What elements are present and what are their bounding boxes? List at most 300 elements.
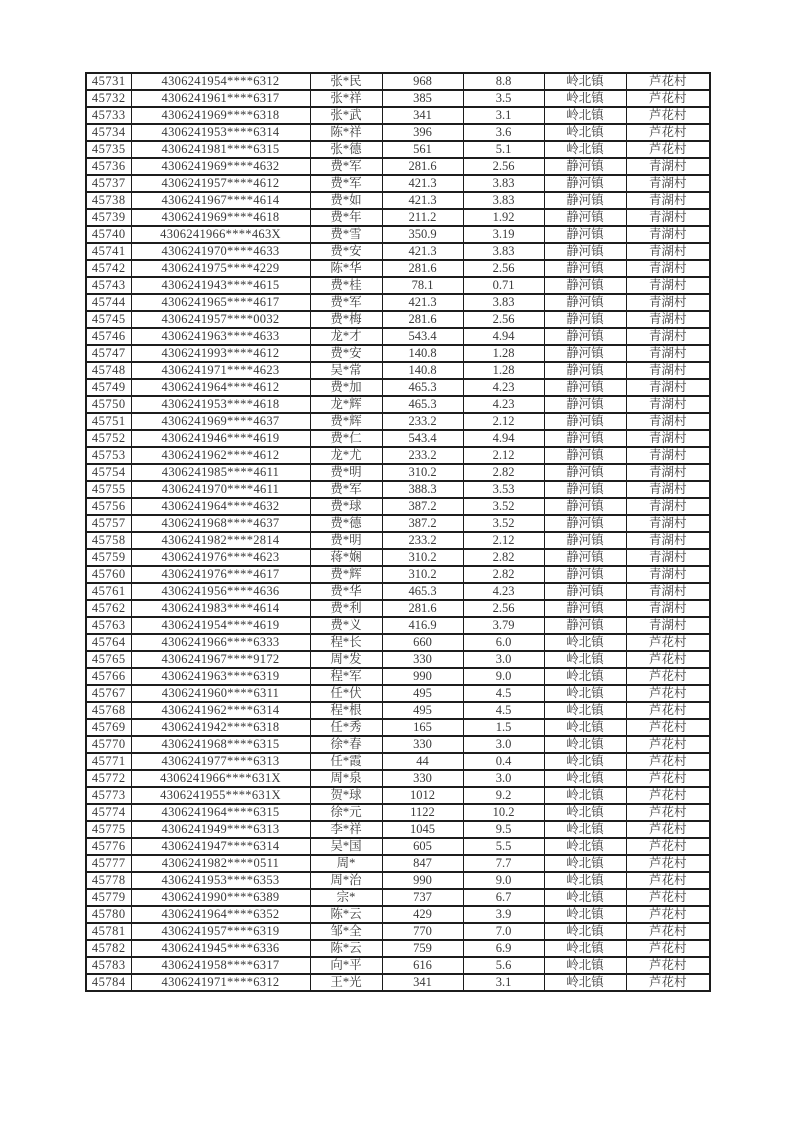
table-row [86,685,710,702]
cell-amount: 330 [382,770,463,787]
table-row [86,311,710,328]
cell-rate: 1.28 [463,345,544,362]
cell-amount: 1012 [382,787,463,804]
cell-town: 岭北镇 [544,855,626,872]
cell-seq: 45776 [86,838,131,855]
cell-amount: 421.3 [382,294,463,311]
cell-village: 青湖村 [626,175,710,192]
cell-town: 静河镇 [544,158,626,175]
cell-rate: 9.0 [463,668,544,685]
cell-id: 4306241957****4612 [131,175,310,192]
cell-amount: 310.2 [382,549,463,566]
cell-name: 费*安 [310,345,382,362]
cell-amount: 1122 [382,804,463,821]
table-row [86,600,710,617]
cell-village: 芦花村 [626,685,710,702]
cell-seq: 45732 [86,90,131,107]
cell-id: 4306241975****4229 [131,260,310,277]
cell-rate: 10.2 [463,804,544,821]
cell-name: 周*治 [310,872,382,889]
cell-name: 贺*球 [310,787,382,804]
cell-id: 4306241976****4623 [131,549,310,566]
cell-amount: 416.9 [382,617,463,634]
cell-rate: 2.82 [463,566,544,583]
cell-amount: 770 [382,923,463,940]
cell-id: 4306241957****0032 [131,311,310,328]
cell-town: 静河镇 [544,464,626,481]
cell-village: 青湖村 [626,294,710,311]
cell-village: 芦花村 [626,124,710,141]
cell-village: 芦花村 [626,90,710,107]
cell-name: 邹*全 [310,923,382,940]
cell-town: 岭北镇 [544,923,626,940]
table-row [86,260,710,277]
cell-seq: 45758 [86,532,131,549]
cell-seq: 45737 [86,175,131,192]
cell-id: 4306241977****6313 [131,753,310,770]
cell-rate: 2.56 [463,158,544,175]
cell-seq: 45765 [86,651,131,668]
cell-id: 4306241969****4618 [131,209,310,226]
cell-amount: 421.3 [382,175,463,192]
cell-seq: 45773 [86,787,131,804]
cell-name: 张*武 [310,107,382,124]
cell-name: 费*明 [310,464,382,481]
table-row [86,175,710,192]
table-row [86,396,710,413]
cell-town: 岭北镇 [544,821,626,838]
table-row [86,736,710,753]
cell-name: 龙*才 [310,328,382,345]
cell-rate: 3.5 [463,90,544,107]
cell-village: 青湖村 [626,243,710,260]
cell-town: 岭北镇 [544,107,626,124]
cell-rate: 3.83 [463,243,544,260]
cell-amount: 421.3 [382,243,463,260]
cell-village: 青湖村 [626,464,710,481]
cell-town: 静河镇 [544,277,626,294]
cell-village: 青湖村 [626,566,710,583]
cell-name: 张*祥 [310,90,382,107]
cell-village: 芦花村 [626,855,710,872]
cell-village: 芦花村 [626,940,710,957]
table-row [86,379,710,396]
cell-amount: 421.3 [382,192,463,209]
cell-name: 陈*云 [310,906,382,923]
cell-rate: 4.23 [463,583,544,600]
cell-id: 4306241956****4636 [131,583,310,600]
cell-town: 静河镇 [544,549,626,566]
cell-amount: 847 [382,855,463,872]
cell-town: 岭北镇 [544,906,626,923]
cell-rate: 9.0 [463,872,544,889]
cell-rate: 4.23 [463,379,544,396]
cell-town: 静河镇 [544,192,626,209]
cell-town: 岭北镇 [544,90,626,107]
cell-seq: 45746 [86,328,131,345]
cell-id: 4306241970****4611 [131,481,310,498]
cell-town: 岭北镇 [544,651,626,668]
cell-amount: 330 [382,651,463,668]
cell-name: 费*军 [310,175,382,192]
cell-id: 4306241962****4612 [131,447,310,464]
table-row [86,872,710,889]
cell-amount: 495 [382,702,463,719]
cell-town: 岭北镇 [544,124,626,141]
table-row [86,753,710,770]
cell-amount: 281.6 [382,311,463,328]
cell-seq: 45767 [86,685,131,702]
cell-name: 费*利 [310,600,382,617]
cell-town: 静河镇 [544,515,626,532]
cell-seq: 45740 [86,226,131,243]
cell-id: 4306241966****463X [131,226,310,243]
cell-seq: 45781 [86,923,131,940]
subsidy-roster-table [85,72,711,992]
cell-name: 陈*祥 [310,124,382,141]
cell-rate: 2.12 [463,413,544,430]
cell-amount: 388.3 [382,481,463,498]
cell-seq: 45756 [86,498,131,515]
cell-town: 岭北镇 [544,668,626,685]
cell-name: 程*长 [310,634,382,651]
cell-amount: 281.6 [382,158,463,175]
cell-town: 岭北镇 [544,702,626,719]
cell-id: 4306241981****6315 [131,141,310,158]
table-row [86,141,710,158]
cell-name: 费*军 [310,158,382,175]
cell-seq: 45745 [86,311,131,328]
cell-rate: 2.56 [463,260,544,277]
cell-id: 4306241945****6336 [131,940,310,957]
cell-town: 静河镇 [544,532,626,549]
cell-amount: 465.3 [382,583,463,600]
table-row [86,804,710,821]
records-tbody [86,73,710,991]
cell-id: 4306241962****6314 [131,702,310,719]
cell-rate: 0.71 [463,277,544,294]
cell-id: 4306241967****9172 [131,651,310,668]
cell-rate: 3.52 [463,515,544,532]
cell-id: 4306241963****4633 [131,328,310,345]
table-row [86,515,710,532]
cell-rate: 3.9 [463,906,544,923]
cell-village: 青湖村 [626,328,710,345]
cell-rate: 4.5 [463,702,544,719]
cell-id: 4306241953****6353 [131,872,310,889]
cell-id: 4306241966****6333 [131,634,310,651]
table-row [86,770,710,787]
cell-seq: 45766 [86,668,131,685]
cell-seq: 45779 [86,889,131,906]
cell-id: 4306241949****6313 [131,821,310,838]
cell-rate: 6.9 [463,940,544,957]
cell-village: 青湖村 [626,549,710,566]
cell-village: 青湖村 [626,481,710,498]
cell-name: 蒋*娴 [310,549,382,566]
cell-amount: 44 [382,753,463,770]
cell-seq: 45741 [86,243,131,260]
cell-name: 吴*常 [310,362,382,379]
cell-rate: 3.52 [463,498,544,515]
cell-amount: 385 [382,90,463,107]
cell-village: 青湖村 [626,192,710,209]
cell-rate: 5.6 [463,957,544,974]
cell-id: 4306241953****6314 [131,124,310,141]
cell-name: 程*军 [310,668,382,685]
cell-amount: 310.2 [382,566,463,583]
table-row [86,464,710,481]
cell-amount: 1045 [382,821,463,838]
cell-seq: 45760 [86,566,131,583]
table-row [86,838,710,855]
cell-amount: 396 [382,124,463,141]
table-row [86,668,710,685]
cell-town: 静河镇 [544,481,626,498]
cell-name: 费*球 [310,498,382,515]
cell-name: 宗* [310,889,382,906]
cell-name: 费*年 [310,209,382,226]
cell-rate: 9.5 [463,821,544,838]
cell-id: 4306241954****6312 [131,73,310,90]
table-row [86,158,710,175]
cell-amount: 465.3 [382,396,463,413]
cell-village: 青湖村 [626,396,710,413]
cell-name: 周*发 [310,651,382,668]
cell-town: 静河镇 [544,600,626,617]
cell-rate: 7.0 [463,923,544,940]
cell-amount: 281.6 [382,600,463,617]
cell-seq: 45768 [86,702,131,719]
table-row [86,651,710,668]
table-row [86,430,710,447]
cell-name: 费*义 [310,617,382,634]
table-row [86,583,710,600]
table-row [86,889,710,906]
cell-seq: 45738 [86,192,131,209]
cell-village: 芦花村 [626,872,710,889]
cell-seq: 45733 [86,107,131,124]
cell-rate: 0.4 [463,753,544,770]
cell-village: 芦花村 [626,787,710,804]
cell-village: 青湖村 [626,226,710,243]
cell-name: 费*辉 [310,566,382,583]
cell-village: 青湖村 [626,583,710,600]
cell-village: 青湖村 [626,617,710,634]
cell-town: 静河镇 [544,379,626,396]
cell-id: 4306241966****631X [131,770,310,787]
table-row [86,328,710,345]
cell-name: 徐*春 [310,736,382,753]
table-row [86,192,710,209]
cell-amount: 543.4 [382,328,463,345]
cell-seq: 45780 [86,906,131,923]
cell-rate: 3.0 [463,736,544,753]
cell-rate: 6.7 [463,889,544,906]
cell-amount: 616 [382,957,463,974]
table-row [86,787,710,804]
table-row [86,923,710,940]
cell-id: 4306241955****631X [131,787,310,804]
table-row [86,481,710,498]
cell-name: 龙*尤 [310,447,382,464]
cell-village: 青湖村 [626,260,710,277]
table-row [86,107,710,124]
cell-id: 4306241964****6352 [131,906,310,923]
cell-seq: 45783 [86,957,131,974]
table-row [86,362,710,379]
cell-rate: 3.1 [463,974,544,991]
cell-seq: 45769 [86,719,131,736]
cell-seq: 45736 [86,158,131,175]
cell-village: 芦花村 [626,651,710,668]
cell-town: 岭北镇 [544,73,626,90]
cell-amount: 387.2 [382,498,463,515]
cell-village: 青湖村 [626,362,710,379]
cell-seq: 45778 [86,872,131,889]
cell-seq: 45774 [86,804,131,821]
cell-id: 4306241976****4617 [131,566,310,583]
cell-village: 芦花村 [626,668,710,685]
cell-id: 4306241960****6311 [131,685,310,702]
cell-amount: 387.2 [382,515,463,532]
cell-amount: 737 [382,889,463,906]
cell-village: 青湖村 [626,277,710,294]
cell-amount: 310.2 [382,464,463,481]
cell-village: 芦花村 [626,770,710,787]
table-row [86,634,710,651]
cell-name: 费*桂 [310,277,382,294]
cell-village: 青湖村 [626,209,710,226]
table-row [86,719,710,736]
cell-village: 青湖村 [626,311,710,328]
cell-amount: 543.4 [382,430,463,447]
cell-id: 4306241990****6389 [131,889,310,906]
cell-seq: 45753 [86,447,131,464]
cell-town: 岭北镇 [544,889,626,906]
cell-village: 芦花村 [626,702,710,719]
table-row [86,821,710,838]
cell-village: 芦花村 [626,838,710,855]
cell-rate: 4.23 [463,396,544,413]
cell-name: 吴*国 [310,838,382,855]
cell-rate: 3.79 [463,617,544,634]
cell-town: 静河镇 [544,362,626,379]
cell-seq: 45770 [86,736,131,753]
cell-id: 4306241967****4614 [131,192,310,209]
cell-id: 4306241957****6319 [131,923,310,940]
cell-id: 4306241970****4633 [131,243,310,260]
cell-name: 费*仁 [310,430,382,447]
cell-town: 静河镇 [544,209,626,226]
table-row [86,855,710,872]
cell-rate: 3.83 [463,192,544,209]
cell-name: 向*平 [310,957,382,974]
cell-id: 4306241946****4619 [131,430,310,447]
cell-amount: 341 [382,974,463,991]
cell-id: 4306241943****4615 [131,277,310,294]
table-row [86,974,710,991]
cell-name: 任*伏 [310,685,382,702]
cell-rate: 7.7 [463,855,544,872]
cell-town: 静河镇 [544,396,626,413]
table-row [86,243,710,260]
cell-name: 费*梅 [310,311,382,328]
cell-rate: 3.83 [463,294,544,311]
cell-rate: 2.56 [463,311,544,328]
cell-seq: 45750 [86,396,131,413]
cell-rate: 3.19 [463,226,544,243]
cell-rate: 9.2 [463,787,544,804]
cell-name: 任*秀 [310,719,382,736]
cell-amount: 605 [382,838,463,855]
cell-rate: 3.0 [463,651,544,668]
cell-rate: 2.56 [463,600,544,617]
cell-id: 4306241958****6317 [131,957,310,974]
cell-name: 费*军 [310,481,382,498]
cell-town: 岭北镇 [544,770,626,787]
cell-town: 岭北镇 [544,736,626,753]
cell-rate: 2.12 [463,532,544,549]
cell-rate: 1.92 [463,209,544,226]
cell-rate: 6.0 [463,634,544,651]
cell-village: 芦花村 [626,753,710,770]
cell-name: 费*雪 [310,226,382,243]
cell-name: 费*辉 [310,413,382,430]
cell-id: 4306241964****6315 [131,804,310,821]
cell-amount: 233.2 [382,413,463,430]
cell-town: 静河镇 [544,260,626,277]
cell-name: 陈*云 [310,940,382,957]
cell-id: 4306241953****4618 [131,396,310,413]
table-row [86,277,710,294]
cell-seq: 45739 [86,209,131,226]
cell-amount: 233.2 [382,447,463,464]
table-row [86,702,710,719]
table-row [86,90,710,107]
cell-amount: 660 [382,634,463,651]
cell-town: 岭北镇 [544,787,626,804]
cell-amount: 350.9 [382,226,463,243]
cell-id: 4306241985****4611 [131,464,310,481]
table-row [86,617,710,634]
cell-village: 芦花村 [626,73,710,90]
cell-id: 4306241964****4612 [131,379,310,396]
cell-town: 岭北镇 [544,804,626,821]
cell-amount: 968 [382,73,463,90]
cell-seq: 45751 [86,413,131,430]
cell-town: 静河镇 [544,226,626,243]
cell-seq: 45757 [86,515,131,532]
table-row [86,413,710,430]
cell-id: 4306241954****4619 [131,617,310,634]
cell-id: 4306241969****4632 [131,158,310,175]
cell-amount: 330 [382,736,463,753]
cell-town: 岭北镇 [544,685,626,702]
cell-id: 4306241965****4617 [131,294,310,311]
cell-town: 静河镇 [544,345,626,362]
cell-amount: 233.2 [382,532,463,549]
cell-town: 岭北镇 [544,753,626,770]
cell-village: 芦花村 [626,141,710,158]
cell-rate: 3.0 [463,770,544,787]
cell-town: 静河镇 [544,294,626,311]
cell-village: 芦花村 [626,889,710,906]
cell-town: 静河镇 [544,311,626,328]
cell-name: 龙*辉 [310,396,382,413]
cell-amount: 990 [382,668,463,685]
table-row [86,940,710,957]
